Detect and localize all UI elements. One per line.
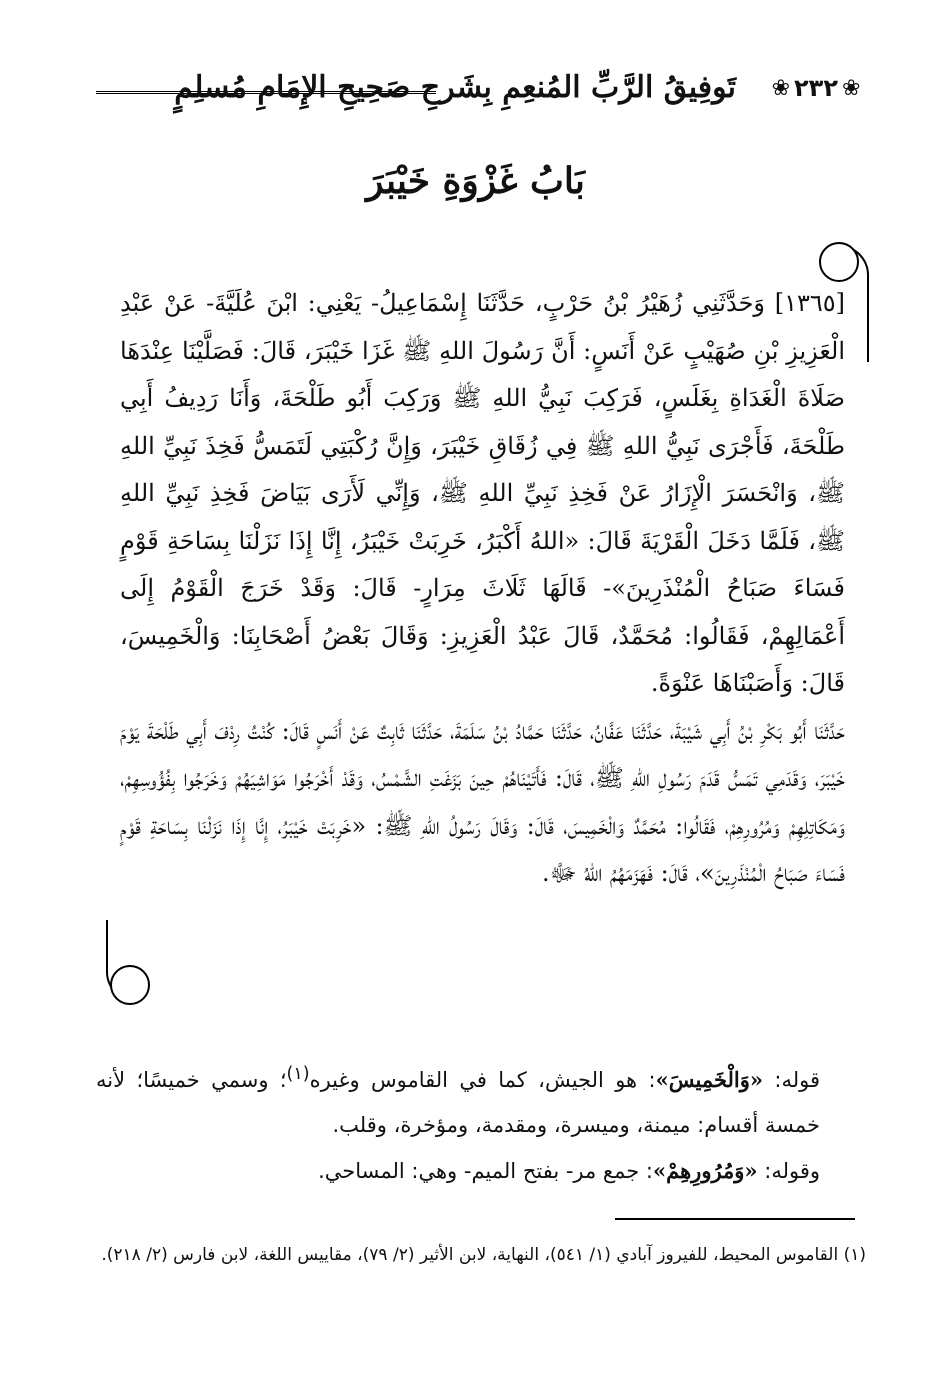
hadith-paragraph: [١٣٦٥] وَحَدَّثَنِي زُهَيْرُ بْنُ حَرْبٍ، حَدَّثَنَا إِسْمَاعِيلُ- يَعْنِي: ابْنَ عُلَيَّةَ- عَنْ عَبْدِ الْعَزِيزِ بْنِ صُهَيْبٍ عَنْ أَنَسٍ: أَنَّ رَسُولَ اللهِ ﷺ غَزَا خَيْبَرَ، قَالَ: فَصَلَّيْنَا عِنْدَهَا صَلَاةَ الْغَدَاةِ بِغَلَسٍ، فَرَكِبَ نَبِيُّ اللهِ ﷺ وَرَكِبَ أَبُو طَلْحَةَ، وَأَنَا رَدِيفُ أَبِي طَلْحَةَ، فَأَجْرَى نَبِيُّ اللهِ ﷺ فِي زُقَاقِ خَيْبَرَ، وَإِنَّ رُكْبَتِي لَتَمَسُّ فَخِذَ نَبِيِّ اللهِ ﷺ، وَانْحَسَرَ الْإِزَارُ عَنْ فَخِذِ نَبِيِّ اللهِ ﷺ، وَإِنِّي لَأَرَى بَيَاضَ فَخِذِ نَبِيِّ اللهِ ﷺ، فَلَمَّا دَخَلَ الْقَرْيَةَ قَالَ: «اللهُ أَكْبَرُ، خَرِبَتْ خَيْبَرُ، إِنَّا إِذَا نَزَلْنَا بِسَاحَةِ قَوْمٍ فَسَاءَ صَبَاحُ الْمُنْذَرِينَ»- قَالَهَا ثَلَاثَ مِرَارٍ- قَالَ: وَقَدْ خَرَجَ الْقَوْمُ إِلَى أَعْمَالِهِمْ، فَقَالُوا: مُحَمَّدٌ، قَالَ عَبْدُ الْعَزِيزِ: وَقَالَ بَعْضُ أَصْحَابِنَا: وَالْخَمِيسَ، قَالَ: وَأَصَبْنَاهَا عَنْوَةً. [120,289,846,697]
hadith-paragraph: حَدَّثَنَا أَبُو بَكْرِ بْنُ أَبِي شَيْبَةَ، حَدَّثَنَا عَفَّانُ، حَدَّثَنَا حَمَّادُ بْنُ سَلَمَةَ، حَدَّثَنَا ثَابِتٌ عَنْ أَنَسٍ قَالَ: كُنْتُ رِدْفَ أَبِي طَلْحَةَ يَوْمَ خَيْبَرَ، وَقَدَمِي تَمَسُّ قَدَمَ رَسُولِ اللهِ ﷺ، قَالَ: فَأَتَيْنَاهُمْ حِينَ بَزَغَتِ الشَّمْسُ، وَقَدْ أَخْرَجُوا مَوَاشِيَهُمْ وَخَرَجُوا بِفُؤُوسِهِمْ، وَمَكَاتِلِهِمْ وَمُرُورِهِمْ، فَقَالُوا: مُحَمَّدٌ وَالْخَمِيسَ، قَالَ: وَقَالَ رَسُولُ اللهِ ﷺ: «خَرِبَتْ خَيْبَرُ، إِنَّا إِذَا نَزَلْنَا بِسَاحَةِ قَوْمٍ فَسَاءَ صَبَاحُ الْمُنْذَرِينَ»، قَالَ: فَهَزَمَهُمُ اللهُ ﷻ. [120,716,845,887]
footnote-text: (١) القاموس المحيط، للفيروز آبادي (١/ ٥٤١)، النهاية، لابن الأثير (٢/ ٧٩)، مقاييس اللغة، لابن فارس (٢/ ٢١٨). [101,1245,866,1265]
commentary-paragraph: قوله: «وَالْخَمِيسَ»: هو الجيش، كما في القاموس وغيره$^{(١)}$؛ وسمي خميسًا؛ لأنه خمسة أقسام: ميمنة، وميسرة، ومقدمة، ومؤخرة، وقلب. [96,1064,821,1137]
hadith-text [120,280,845,898]
ornament-icon: ❀ [841,75,861,101]
page-number: ٢٣٢ [794,74,838,102]
book-title: تَوفِيقُ الرَّبِّ المُنعِمِ بِشَرحِ صَحِيحِ الإِمَامِ مُسلِمٍ [174,70,736,105]
footnote-ref[interactable]: (١) [286,1064,310,1084]
frame-circle-top [819,242,859,282]
commentary [96,1052,856,1194]
page-header [96,55,866,135]
footnote-divider [615,1218,855,1220]
term: «وَالْخَمِيسَ» [655,1067,764,1092]
page-number-badge [766,67,866,109]
frame-circle-bottom [110,965,150,1005]
footnote [96,1237,866,1273]
ornament-icon: ❀ [771,75,791,101]
chapter-title: بَابُ غَزْوَةِ خَيْبَرَ [366,160,585,202]
commentary-paragraph: وقوله: «وَمُرُورِهِمْ»: جمع مر- بفتح الميم- وهي: المساحي. [318,1158,820,1183]
term: «وَمُرُورِهِمْ» [653,1158,758,1183]
